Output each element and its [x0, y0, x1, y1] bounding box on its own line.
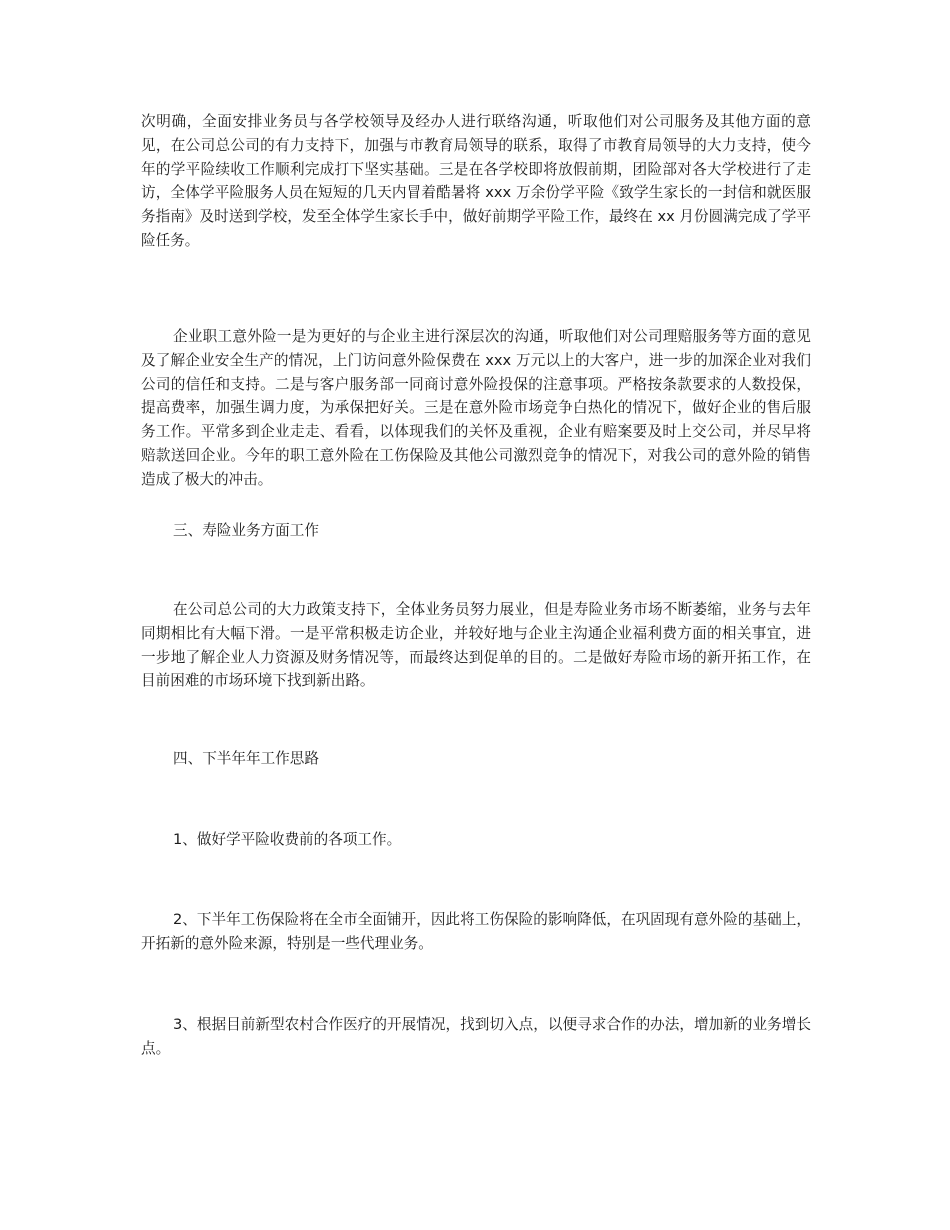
- plan-item-2: 2、下半年工伤保险将在全市全面铺开，因此将工伤保险的影响降低，在巩固现有意外险的基础上，开拓新的意外险来源，特别是一些代理业务。: [141, 911, 811, 952]
- plan-item-3: 3、根据目前新型农村合作医疗的开展情况，找到切入点，以便寻求合作的办法，增加新的业务增长点。: [141, 1016, 811, 1057]
- paragraph-student-insurance-continuation: 次明确，全面安排业务员与各学校领导及经办人进行联络沟通，听取他们对公司服务及其他方面的意见，在公司总公司的有力支持下，加强与市教育局领导的联系，取得了市教育局领导的大力支持，使今年的学平险续收工作顺利完成打下坚实基础。三是在各学校即将放假前期，团险部对各大学校进行了走访，全体学平险服务人员在短短的几天内冒着酷暑将 xxx 万余份学平险《致学生家长的一封信和就医服务指南》及时送到学校，发至全体学生家长手中，做好前期学平险工作，最终在 xx 月份圆满完成了学平险任务。: [141, 113, 811, 249]
- paragraph-employee-accident-insurance: 企业职工意外险一是为更好的与企业主进行深层次的沟通，听取他们对公司理赔服务等方面的意见及了解企业安全生产的情况，上门访问意外险保费在 xxx 万元以上的大客户，进一步的加深企业对我们公司的信任和支持。二是与客户服务部一同商讨意外险投保的注意事项。严格按条款要求的人数投保，提高费率，加强生调力度，为承保把好关。三是在意外险市场竞争白热化的情况下，做好企业的售后服务工作。平常多到企业走走、看看，以体现我们的关怀及重视，企业有赔案要及时上交公司，并尽早将赔款送回企业。今年的职工意外险在工伤保险及其他公司激烈竞争的情况下，对我公司的意外险的销售造成了极大的冲击。: [141, 328, 811, 488]
- paragraph-life-insurance-work: 在公司总公司的大力政策支持下，全体业务员努力展业，但是寿险业务市场不断萎缩，业务与去年同期相比有大幅下滑。一是平常积极走访企业，并较好地与企业主沟通企业福利费方面的相关事宜，进一步地了解企业人力资源及财务情况等，而最终达到促单的目的。二是做好寿险市场的新开拓工作，在目前困难的市场环境下找到新出路。: [141, 601, 811, 690]
- plan-item-1: 1、做好学平险收费前的各项工作。: [173, 831, 402, 848]
- section-heading-life-insurance: 三、寿险业务方面工作: [173, 522, 319, 539]
- section-heading-second-half-plan: 四、下半年年工作思路: [173, 750, 319, 767]
